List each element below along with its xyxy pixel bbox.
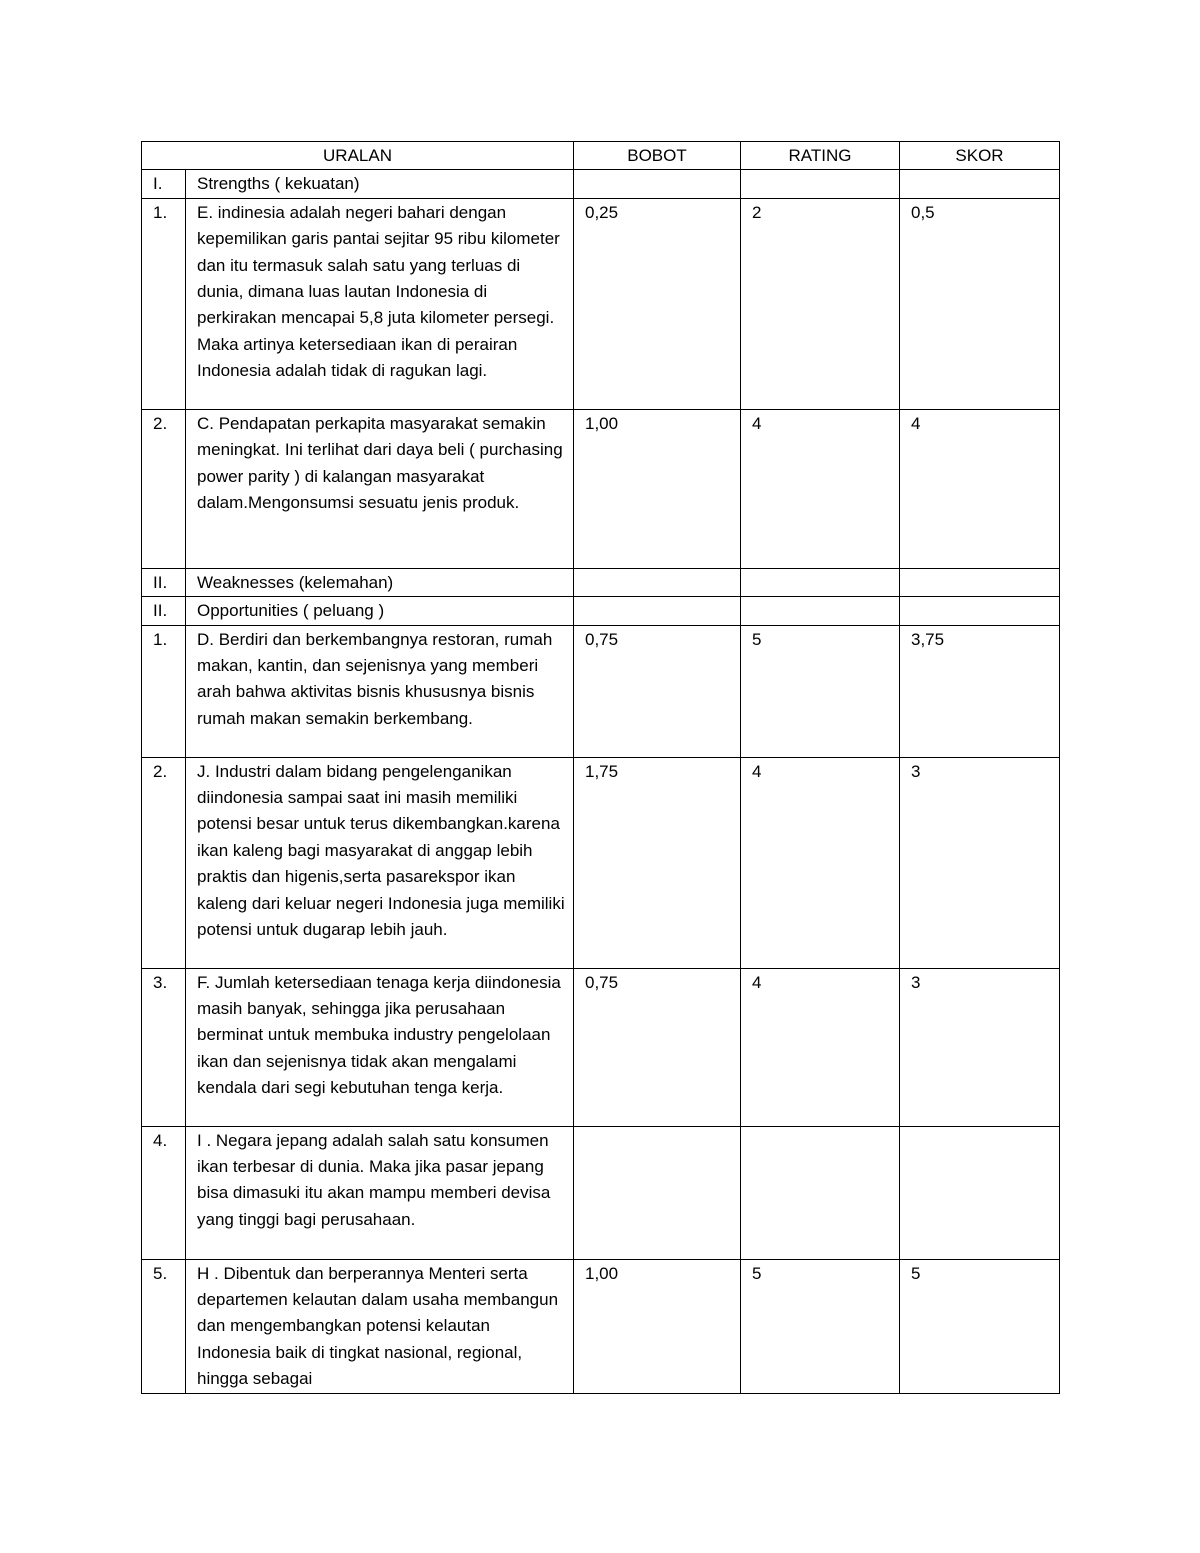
row-skor [900, 1126, 1060, 1259]
table-row [142, 198, 1060, 409]
row-number: 1. [142, 625, 186, 757]
row-bobot [574, 597, 741, 625]
row-bobot: 0,75 [574, 968, 741, 1126]
row-rating: 2 [741, 198, 900, 409]
row-number: II. [142, 597, 186, 625]
table-row [142, 1126, 1060, 1259]
row-number: II. [142, 568, 186, 596]
row-bobot: 0,75 [574, 625, 741, 757]
row-skor: 0,5 [900, 198, 1060, 409]
header-bobot: BOBOT [574, 142, 741, 170]
row-number: I. [142, 170, 186, 198]
row-bobot [574, 568, 741, 596]
row-text: H . Dibentuk dan berperannya Menteri serta departemen kelautan dalam usaha membangun dan mengembangkan potensi kelautan Indonesia baik di tingkat nasional, regional, hingga sebagai [186, 1259, 574, 1393]
header-skor: SKOR [900, 142, 1060, 170]
row-text: I . Negara jepang adalah salah satu konsumen ikan terbesar di dunia. Maka jika pasar jepang bisa dimasuki itu akan mampu memberi devisa yang tinggi bagi perusahaan. [186, 1126, 574, 1259]
table-row [142, 409, 1060, 568]
row-text: Strengths ( kekuatan) [186, 170, 574, 198]
row-number: 1. [142, 198, 186, 409]
table-row [142, 1259, 1060, 1393]
row-rating [741, 170, 900, 198]
row-text: D. Berdiri dan berkembangnya restoran, rumah makan, kantin, dan sejenisnya yang memberi arah bahwa aktivitas bisnis khususnya bisnis rumah makan semakin berkembang. [186, 625, 574, 757]
table-header-row [142, 142, 1060, 170]
header-rating: RATING [741, 142, 900, 170]
row-rating: 4 [741, 757, 900, 968]
row-skor: 3 [900, 968, 1060, 1126]
row-rating: 4 [741, 409, 900, 568]
row-skor [900, 568, 1060, 596]
row-rating: 5 [741, 625, 900, 757]
row-number: 3. [142, 968, 186, 1126]
row-number: 2. [142, 409, 186, 568]
section-row-weaknesses [142, 568, 1060, 596]
table-row [142, 757, 1060, 968]
row-bobot [574, 170, 741, 198]
row-number: 2. [142, 757, 186, 968]
row-skor: 4 [900, 409, 1060, 568]
row-text: Weaknesses (kelemahan) [186, 568, 574, 596]
row-text: F. Jumlah ketersediaan tenaga kerja diindonesia masih banyak, sehingga jika perusahaan berminat untuk membuka industry pengelolaan ikan dan sejenisnya tidak akan mengalami kendala dari segi kebutuhan tenga kerja. [186, 968, 574, 1126]
ifas-table [141, 141, 1060, 1394]
row-rating: 5 [741, 1259, 900, 1393]
row-rating: 4 [741, 968, 900, 1126]
row-rating [741, 1126, 900, 1259]
row-rating [741, 597, 900, 625]
table-row [142, 625, 1060, 757]
row-skor: 5 [900, 1259, 1060, 1393]
row-number: 5. [142, 1259, 186, 1393]
row-text: E. indinesia adalah negeri bahari dengan kepemilikan garis pantai sejitar 95 ribu kilometer dan itu termasuk salah satu yang terluas di dunia, dimana luas lautan Indonesia di perkirakan mencapai 5,8 juta kilometer persegi. Maka artinya ketersediaan ikan di perairan Indonesia adalah tidak di ragukan lagi. [186, 198, 574, 409]
header-uraian: URALAN [142, 142, 574, 170]
row-skor [900, 597, 1060, 625]
row-skor [900, 170, 1060, 198]
row-bobot: 1,75 [574, 757, 741, 968]
row-bobot [574, 1126, 741, 1259]
row-bobot: 0,25 [574, 198, 741, 409]
section-row-opportunities [142, 597, 1060, 625]
row-rating [741, 568, 900, 596]
row-number: 4. [142, 1126, 186, 1259]
row-text: Opportunities ( peluang ) [186, 597, 574, 625]
row-text: J. Industri dalam bidang pengelenganikan diindonesia sampai saat ini masih memiliki potensi besar untuk terus dikembangkan.karena ikan kaleng bagi masyarakat di anggap lebih praktis dan higenis,serta pasarekspor ikan kaleng dari keluar negeri Indonesia juga memiliki potensi untuk dugarap lebih jauh. [186, 757, 574, 968]
row-skor: 3 [900, 757, 1060, 968]
section-row-strengths [142, 170, 1060, 198]
table-row [142, 968, 1060, 1126]
row-bobot: 1,00 [574, 409, 741, 568]
row-bobot: 1,00 [574, 1259, 741, 1393]
row-skor: 3,75 [900, 625, 1060, 757]
row-text: C. Pendapatan perkapita masyarakat semakin meningkat. Ini terlihat dari daya beli ( purchasing power parity ) di kalangan masyarakat dalam.Mengonsumsi sesuatu jenis produk. [186, 409, 574, 568]
